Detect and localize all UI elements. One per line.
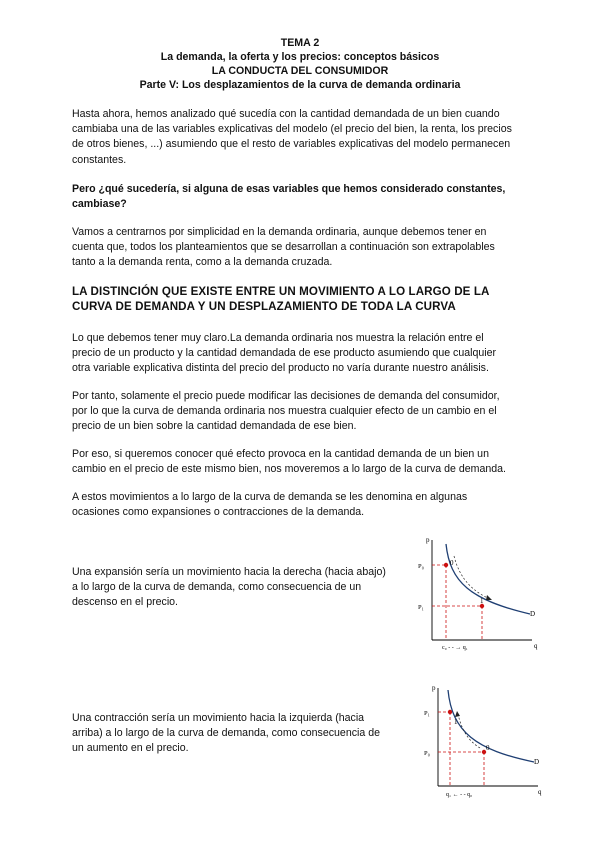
price-label-top: P₁ <box>424 710 430 717</box>
point-start <box>444 563 448 567</box>
point-end <box>448 710 452 714</box>
paragraph-movement: Por eso, si queremos conocer qué efecto provoca en la cantidad demanda de un bien un cambio en el precio de este mismo bien, nos moveremos a lo largo de la curva de demanda. <box>72 448 506 476</box>
part-title: Parte V: Los desplazamientos de la curva de demanda ordinaria <box>139 79 461 91</box>
y-axis-label: p <box>432 684 436 692</box>
movement-arrowhead <box>486 595 492 600</box>
topic-title: La demanda, la oferta y los precios: conceptos básicos <box>160 51 440 63</box>
paragraph-contraction: Una contracción sería un movimiento hacia la izquierda (hacia arriba) a lo largo de la curva de demanda, como consecuencia de un aumento en el precio. <box>72 712 380 755</box>
paragraph-expansion: Una expansión sería un movimiento hacia la derecha (hacia abajo) a lo largo de la curva de demanda, como consecuencia de un descenso en el precio. <box>72 566 386 609</box>
contraction-diagram <box>418 680 558 802</box>
expansion-diagram <box>412 532 552 654</box>
topic-number: TEMA 2 <box>280 37 320 49</box>
paragraph-price-only: Por tanto, solamente el precio puede modificar las decisiones de demanda del consumidor, por lo que la curva de demanda ordinaria nos muestra cualquier efecto de un cambio en el precio de un bien sobre la cantidad demandada de ese bien. <box>72 390 500 433</box>
price-label-bottom: P₁ <box>418 604 424 611</box>
paragraph-simplicity: Vamos a centrarnos por simplicidad en la demanda ordinaria, aunque debemos tener en cuenta que, todos los planteamientos que se desarrollan a continuación son extrapolables tanto a la demanda renta, como a la demanda cruzada. <box>72 226 495 269</box>
paragraph-expansions: A estos movimientos a lo largo de la curva de demanda se les denomina en algunas ocasiones como expansiones o contracciones de la demanda. <box>72 491 468 519</box>
point-label-end: 1 <box>454 718 458 726</box>
y-axis-label: p <box>426 536 430 544</box>
curve-label: D <box>530 610 536 618</box>
movement-arrow <box>458 714 480 748</box>
document-header <box>0 36 600 92</box>
x-axis-label: q <box>534 642 538 650</box>
point-label-end: 1 <box>480 597 484 605</box>
section-heading: LA DISTINCIÓN QUE EXISTE ENTRE UN MOVIMIENTO A LO LARGO DE LA CURVA DE DEMANDA Y UN DESPLAZAMIENTO DE TODA LA CURVA <box>72 285 490 313</box>
point-label-start: 0 <box>450 559 454 567</box>
question-paragraph: Pero ¿qué sucedería, si alguna de esas variables que hemos considerado constantes, cambiase? <box>72 183 506 211</box>
quantity-range-label: q₁ ← - - q₀ <box>446 792 473 798</box>
point-label-start: 0 <box>486 744 490 752</box>
price-label-top: P₀ <box>418 563 424 570</box>
quantity-range-label: c₀ - - → q₁ <box>442 645 468 651</box>
x-axis-label: q <box>538 788 542 796</box>
curve-label: D <box>534 758 540 766</box>
paragraph-intro: Hasta ahora, hemos analizado qué sucedía con la cantidad demandada de un bien cuando cambiaba una de las variables explicativas del modelo (el precio del bien, la renta, los precios de otros bienes, ...) asumiendo que el resto de variables explicativas del modelo permanecen constantes. <box>72 108 512 166</box>
demand-curve <box>446 544 530 614</box>
paragraph-definition: Lo que debemos tener muy claro.La demanda ordinaria nos muestra la relación entre el precio de un producto y la cantidad demandada de ese producto asumiendo que cualquier otra variable explicativa distinta del precio del producto no varía durante nuestro análisis. <box>72 332 497 375</box>
chapter-title: LA CONDUCTA DEL CONSUMIDOR <box>211 65 389 77</box>
price-label-bottom: P₀ <box>424 750 430 757</box>
movement-arrowhead <box>455 711 460 717</box>
demand-curve <box>448 690 534 762</box>
